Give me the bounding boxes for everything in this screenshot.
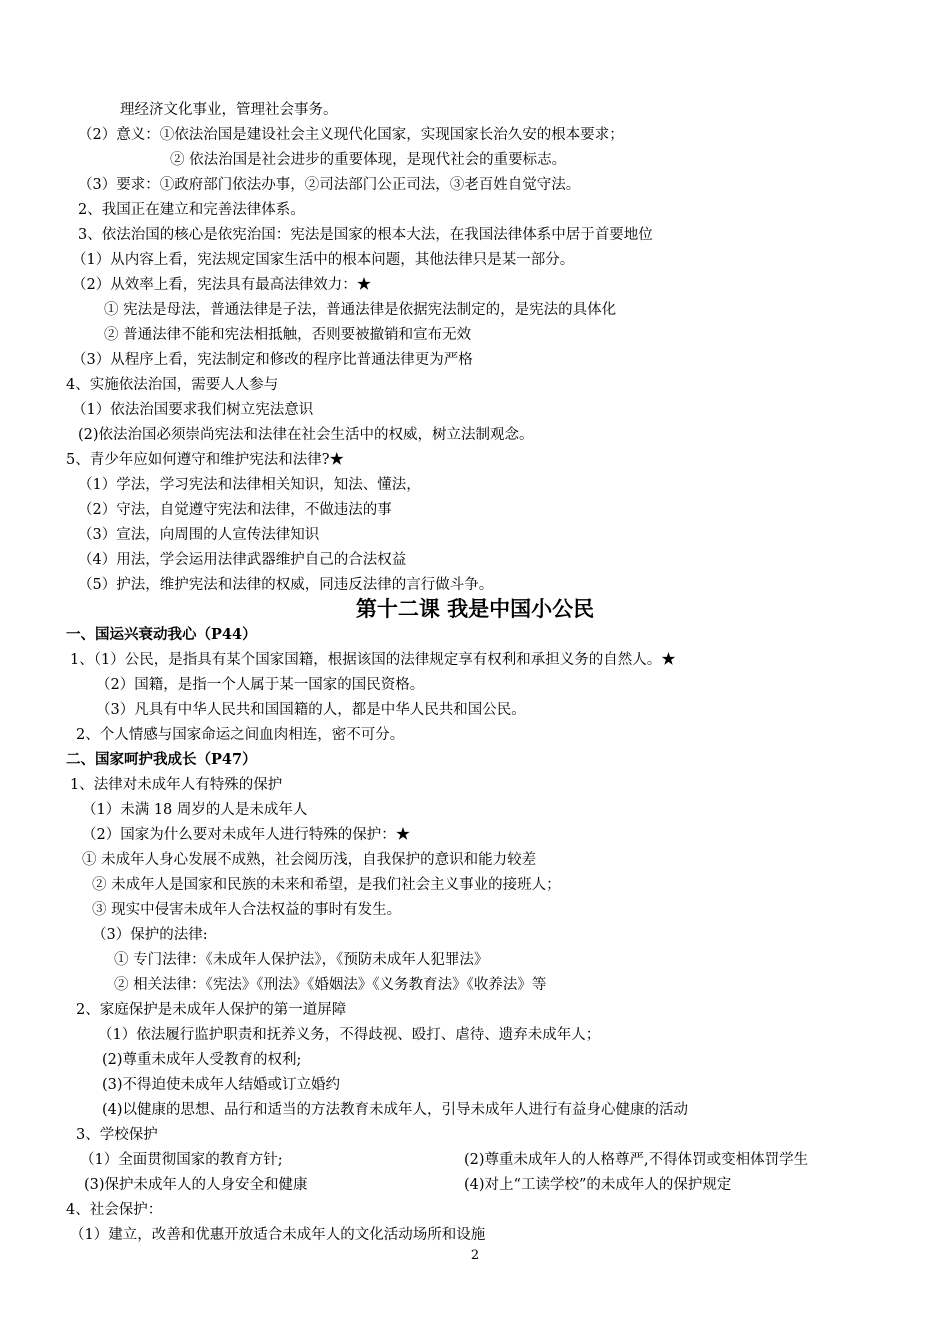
text-line: (2)依法治国必须崇尚宪法和法律在社会生活中的权威，树立法制观念。 xyxy=(78,427,534,443)
text-line: 1、法律对未成年人有特殊的保护 xyxy=(70,777,283,793)
text-line: （1）未满 18 周岁的人是未成年人 xyxy=(82,802,308,818)
text-line: （3）保护的法律: xyxy=(92,927,208,943)
text-line: （3）从程序上看，宪法制定和修改的程序比普通法律更为严格 xyxy=(72,352,473,368)
text-line: ② 普通法律不能和宪法相抵触，否则要被撤销和宣布无效 xyxy=(104,327,472,343)
page-number: 2 xyxy=(470,1248,480,1263)
text-line: ② 依法治国是社会进步的重要体现，是现代社会的重要标志。 xyxy=(170,152,567,168)
text-line: 3、依法治国的核心是依宪治国：宪法是国家的根本大法，在我国法律体系中居于首要地位 xyxy=(78,227,653,243)
text-line: （1）建立，改善和优惠开放适合未成年人的文化活动场所和设施 xyxy=(70,1227,486,1243)
section-heading: 一、国运兴衰动我心（P44） xyxy=(66,626,257,643)
text-line: （1）从内容上看，宪法规定国家生活中的根本问题，其他法律只是某一部分。 xyxy=(72,252,575,268)
text-line: （1）学法，学习宪法和法律相关知识，知法、懂法， xyxy=(78,477,421,493)
text-line: (3)不得迫使未成年人结婚或订立婚约 xyxy=(102,1077,341,1093)
text-line: 4、社会保护： xyxy=(66,1202,163,1218)
text-line: （2）从效率上看，宪法具有最高法律效力：★ xyxy=(72,277,372,293)
text-line: （3）凡具有中华人民共和国国籍的人，都是中华人民共和国公民。 xyxy=(96,702,526,718)
text-line: （2）国家为什么要对未成年人进行特殊的保护：★ xyxy=(82,827,411,843)
text-line: (3)保护未成年人的人身安全和健康 xyxy=(84,1177,308,1193)
text-line: ② 未成年人是国家和民族的未来和希望，是我们社会主义事业的接班人； xyxy=(92,877,561,893)
text-line: ① 专门法律：《未成年人保护法》，《预防未成年人犯罪法》 xyxy=(114,952,489,968)
text-line: (4)对上“工读学校”的未成年人的保护规定 xyxy=(464,1177,732,1193)
text-line: (4)以健康的思想、品行和适当的方法教育未成年人，引导未成年人进行有益身心健康的活动 xyxy=(102,1102,689,1118)
text-line: （1）依法治国要求我们树立宪法意识 xyxy=(72,402,314,418)
text-line: 3、学校保护 xyxy=(76,1127,158,1143)
text-line: 2、个人情感与国家命运之间血肉相连，密不可分。 xyxy=(76,727,405,743)
text-line: 1、（1）公民，是指具有某个国家国籍，根据该国的法律规定享有权利和承担义务的自然人。★ xyxy=(70,652,676,668)
text-line: （3）要求：①政府部门依法办事，②司法部门公正司法，③老百姓自觉守法。 xyxy=(78,177,581,193)
text-line: 2、家庭保护是未成年人保护的第一道屏障 xyxy=(76,1002,347,1018)
text-line: （2）意义：①依法治国是建设社会主义现代化国家，实现国家长治久安的根本要求； xyxy=(78,127,624,143)
text-line: （2）守法，自觉遵守宪法和法律，不做违法的事 xyxy=(78,502,392,518)
section-heading: 二、国家呵护我成长（P47） xyxy=(66,751,257,768)
text-line: (2)尊重未成年人受教育的权利; xyxy=(102,1052,302,1068)
text-line: ① 未成年人身心发展不成熟，社会阅历浅，自我保护的意识和能力较差 xyxy=(82,852,537,868)
text-line: 5、青少年应如何遵守和维护宪法和法律?★ xyxy=(66,452,344,468)
text-line: 理经济文化事业，管理社会事务。 xyxy=(120,102,338,118)
text-line: ② 相关法律：《宪法》《刑法》《婚姻法》《义务教育法》《收养法》等 xyxy=(114,977,547,993)
text-line: 4、实施依法治国，需要人人参与 xyxy=(66,377,279,393)
text-line: （1）依法履行监护职责和抚养义务，不得歧视、殴打、虐待、遗弃未成年人； xyxy=(98,1027,601,1043)
text-line: 2、我国正在建立和完善法律体系。 xyxy=(78,202,305,218)
lesson-title: 第十二课 我是中国小公民 xyxy=(355,597,595,621)
text-line: （1）全面贯彻国家的教育方针; xyxy=(80,1152,283,1168)
text-line: （2）国籍，是指一个人属于某一国家的国民资格。 xyxy=(96,677,425,693)
text-line: ① 宪法是母法，普通法律是子法，普通法律是依据宪法制定的，是宪法的具体化 xyxy=(104,302,617,318)
text-line: （4）用法，学会运用法律武器维护自己的合法权益 xyxy=(78,552,407,568)
text-line: ③ 现实中侵害未成年人合法权益的事时有发生。 xyxy=(92,902,402,918)
text-line: （3）宣法，向周围的人宣传法律知识 xyxy=(78,527,320,543)
text-line: （5）护法，维护宪法和法律的权威，同违反法律的言行做斗争。 xyxy=(78,577,494,593)
text-line: (2)尊重未成年人的人格尊严,不得体罚或变相体罚学生 xyxy=(464,1152,809,1168)
